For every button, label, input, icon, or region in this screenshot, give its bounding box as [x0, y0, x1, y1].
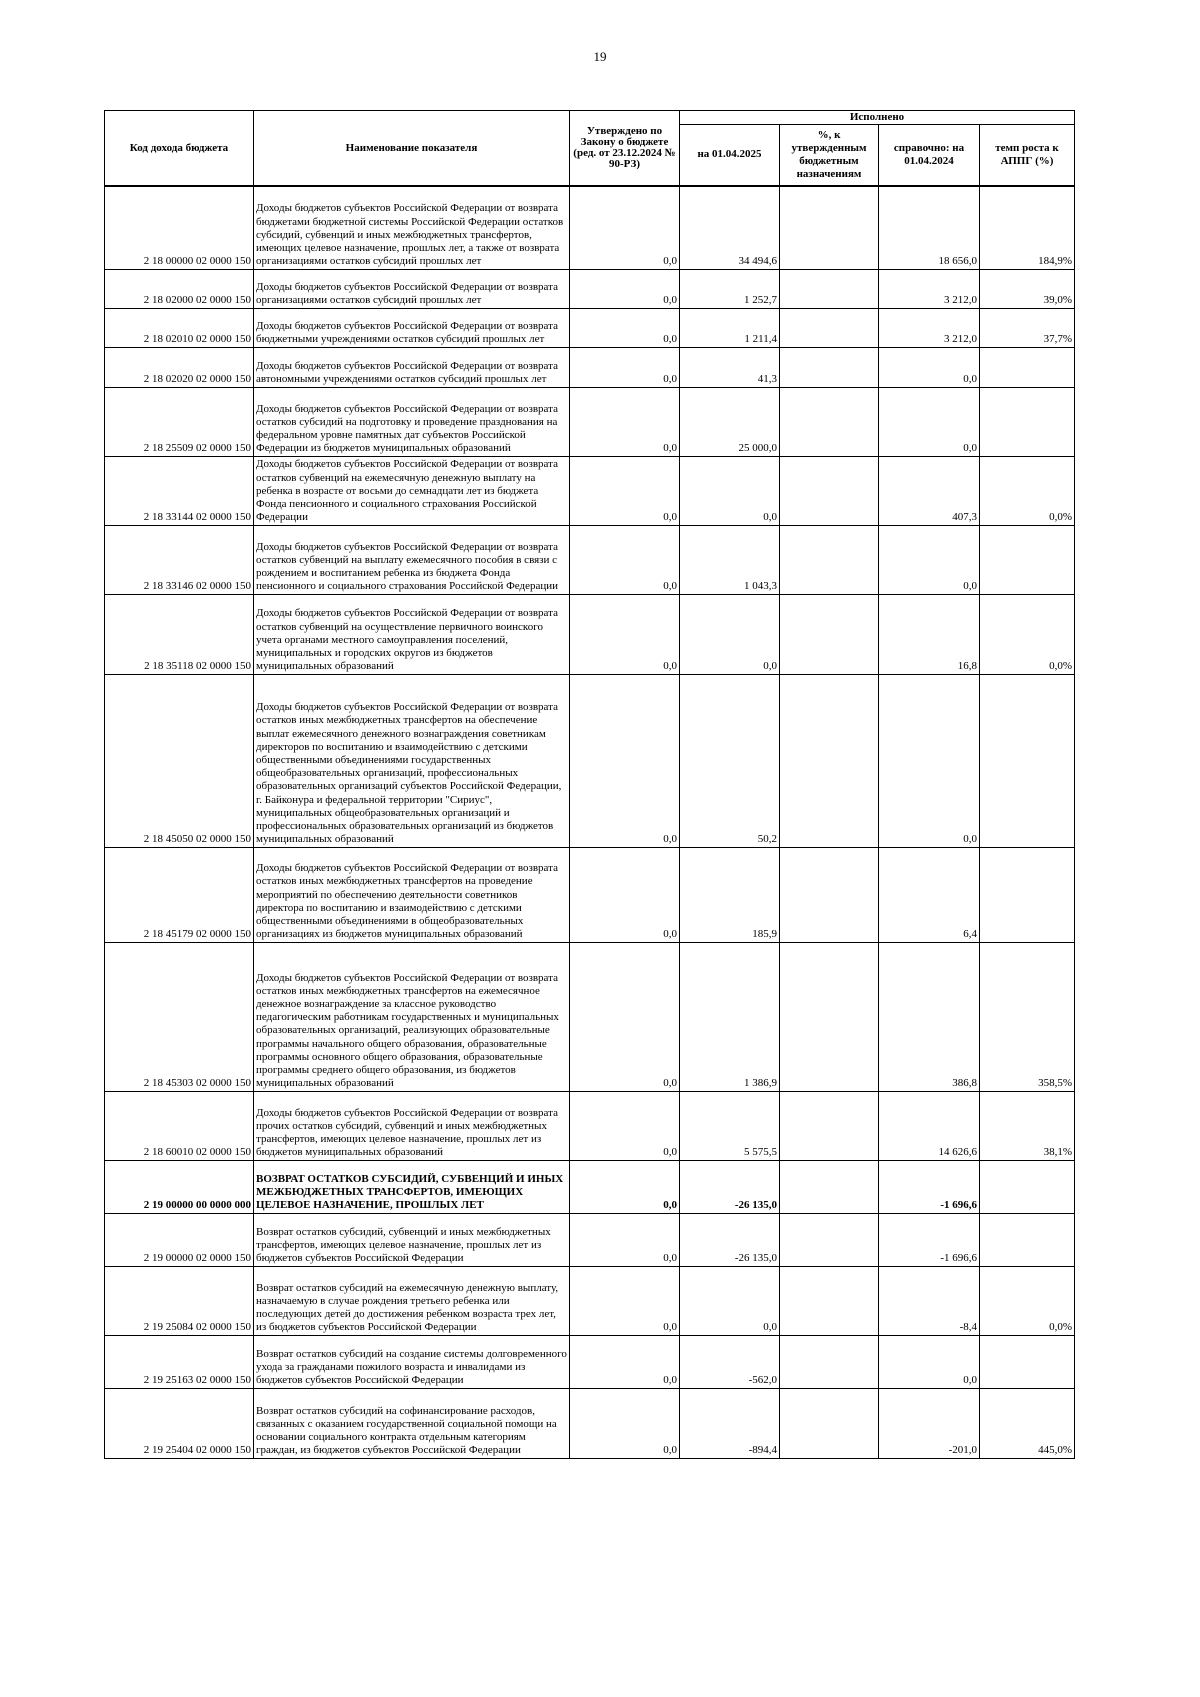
row-code: 2 19 25404 02 0000 150: [105, 1388, 254, 1458]
row-on-date: -26 135,0: [680, 1160, 780, 1213]
table-row: [105, 308, 1075, 347]
header-on-date: на 01.04.2025: [680, 125, 780, 187]
table-row: [105, 1388, 1075, 1458]
row-reference: 0,0: [879, 387, 980, 456]
table-row: [105, 1266, 1075, 1335]
table-row: [105, 1160, 1075, 1213]
row-growth: 39,0%: [980, 269, 1075, 308]
row-approved: 0,0: [570, 1213, 680, 1266]
row-code: 2 18 00000 02 0000 150: [105, 186, 254, 269]
row-approved: 0,0: [570, 1266, 680, 1335]
row-growth: [980, 674, 1075, 847]
header-growth: темп роста к АППГ (%): [980, 125, 1075, 187]
row-reference: -201,0: [879, 1388, 980, 1458]
row-name: Возврат остатков субсидий на ежемесячную денежную выплату, назначаемую в случае рождения третьего ребенка или последующих детей до достижения ребенком возраста трех лет, из бюджетов субъектов Российской Федерации: [254, 1266, 570, 1335]
row-reference: 386,8: [879, 942, 980, 1091]
row-name: Доходы бюджетов субъектов Российской Федерации от возврата остатков иных межбюджетных трансфертов на проведение мероприятий по обеспечению деятельности советников директора по воспитанию и взаимодействию с детскими общественными объединениями в общеобразовательных организациях из бюджетов муниципальных образований: [254, 847, 570, 942]
row-code: 2 19 00000 00 0000 000: [105, 1160, 254, 1213]
row-approved: 0,0: [570, 387, 680, 456]
row-on-date: 0,0: [680, 594, 780, 674]
row-code: 2 19 00000 02 0000 150: [105, 1213, 254, 1266]
row-on-date: 1 211,4: [680, 308, 780, 347]
row-reference: -1 696,6: [879, 1213, 980, 1266]
row-code: 2 18 33144 02 0000 150: [105, 456, 254, 525]
row-reference: 0,0: [879, 674, 980, 847]
row-name: Возврат остатков субсидий, субвенций и иных межбюджетных трансфертов, имеющих целевое назначение, прошлых лет из бюджетов субъектов Российской Федерации: [254, 1213, 570, 1266]
row-on-date: 41,3: [680, 347, 780, 387]
row-code: 2 18 60010 02 0000 150: [105, 1091, 254, 1160]
row-reference: 16,8: [879, 594, 980, 674]
row-percent: [780, 1335, 879, 1388]
row-on-date: 0,0: [680, 456, 780, 525]
row-percent: [780, 1160, 879, 1213]
row-reference: 14 626,6: [879, 1091, 980, 1160]
row-reference: 3 212,0: [879, 308, 980, 347]
row-percent: [780, 1213, 879, 1266]
row-name: Доходы бюджетов субъектов Российской Федерации от возврата остатков субсидий на подготовку и проведение празднования на федеральном уровне памятных дат субъектов Российской Федерации из бюджетов муниципальных образований: [254, 387, 570, 456]
row-growth: 445,0%: [980, 1388, 1075, 1458]
row-code: 2 18 25509 02 0000 150: [105, 387, 254, 456]
row-growth: [980, 847, 1075, 942]
row-growth: 358,5%: [980, 942, 1075, 1091]
row-code: 2 18 45179 02 0000 150: [105, 847, 254, 942]
row-approved: 0,0: [570, 942, 680, 1091]
row-name: Доходы бюджетов субъектов Российской Федерации от возврата организациями остатков субсидий прошлых лет: [254, 269, 570, 308]
table-row: [105, 186, 1075, 269]
row-on-date: 5 575,5: [680, 1091, 780, 1160]
table-header: [105, 111, 1075, 187]
row-approved: 0,0: [570, 1335, 680, 1388]
row-percent: [780, 269, 879, 308]
row-reference: 18 656,0: [879, 186, 980, 269]
header-code: Код дохода бюджета: [105, 111, 254, 187]
row-growth: [980, 1335, 1075, 1388]
row-code: 2 18 02000 02 0000 150: [105, 269, 254, 308]
row-code: 2 19 25084 02 0000 150: [105, 1266, 254, 1335]
page-number: 19: [593, 49, 607, 64]
row-on-date: 185,9: [680, 847, 780, 942]
row-name: Доходы бюджетов субъектов Российской Федерации от возврата бюджетами бюджетной системы Российской Федерации остатков субсидий, субвенций и иных межбюджетных трансфертов, имеющих целевое назначение, прошлых лет, а также от возврата организациями остатков субсидий прошлых лет: [254, 186, 570, 269]
row-growth: [980, 387, 1075, 456]
row-percent: [780, 942, 879, 1091]
row-percent: [780, 1091, 879, 1160]
row-on-date: -894,4: [680, 1388, 780, 1458]
row-name: Доходы бюджетов субъектов Российской Федерации от возврата остатков субвенций на осуществление первичного воинского учета органами местного самоуправления поселений, муниципальных и городских округов из бюджетов муниципальных образований: [254, 594, 570, 674]
row-approved: 0,0: [570, 308, 680, 347]
row-growth: [980, 1160, 1075, 1213]
row-name: Доходы бюджетов субъектов Российской Федерации от возврата остатков субвенций на выплату ежемесячного пособия в связи с рождением и воспитанием ребенка из бюджета Фонда пенсионного и социального страхования Российской Федерации: [254, 525, 570, 594]
row-approved: 0,0: [570, 269, 680, 308]
row-reference: 3 212,0: [879, 269, 980, 308]
table-row: [105, 1213, 1075, 1266]
row-approved: 0,0: [570, 1388, 680, 1458]
header-approved: Утверждено по Закону о бюджете (ред. от 23.12.2024 № 90-РЗ): [570, 111, 680, 187]
row-name: Доходы бюджетов субъектов Российской Федерации от возврата прочих остатков субсидий, субвенций и иных межбюджетных трансфертов, имеющих целевое назначение, прошлых лет из бюджетов муниципальных образований: [254, 1091, 570, 1160]
row-growth: [980, 525, 1075, 594]
row-name: Возврат остатков субсидий на создание системы долговременного ухода за гражданами пожилого возраста и инвалидами из бюджетов субъектов Российской Федерации: [254, 1335, 570, 1388]
row-approved: 0,0: [570, 525, 680, 594]
row-approved: 0,0: [570, 347, 680, 387]
row-approved: 0,0: [570, 847, 680, 942]
row-on-date: 1 252,7: [680, 269, 780, 308]
row-percent: [780, 847, 879, 942]
row-reference: 0,0: [879, 1335, 980, 1388]
row-percent: [780, 308, 879, 347]
row-code: 2 18 33146 02 0000 150: [105, 525, 254, 594]
row-percent: [780, 1388, 879, 1458]
row-reference: 6,4: [879, 847, 980, 942]
row-name: Возврат остатков субсидий на софинансирование расходов, связанных с оказанием государственной социальной помощи на основании социального контракта отдельным категориям граждан, из бюджетов субъектов Российской Федерации: [254, 1388, 570, 1458]
table-body: [105, 186, 1075, 1458]
header-reference: справочно: на 01.04.2024: [879, 125, 980, 187]
row-reference: 0,0: [879, 347, 980, 387]
row-reference: 0,0: [879, 525, 980, 594]
table-row: [105, 847, 1075, 942]
row-growth: [980, 347, 1075, 387]
row-name: Доходы бюджетов субъектов Российской Федерации от возврата остатков иных межбюджетных трансфертов на обеспечение выплат ежемесячного денежного вознаграждения советникам директоров по воспитанию и взаимодействию с детскими общественными объединениями государственных общеобразовательных организаций, профессиональных образовательных организаций субъектов Российской Федерации, г. Байконура и федеральной территории "Сириус", муниципальных общеобразовательных организаций и профессиональных образовательных организаций из бюджетов муниципальных образований: [254, 674, 570, 847]
row-on-date: 0,0: [680, 1266, 780, 1335]
row-code: 2 18 02010 02 0000 150: [105, 308, 254, 347]
table-row: [105, 269, 1075, 308]
table-row: [105, 387, 1075, 456]
row-percent: [780, 1266, 879, 1335]
row-code: 2 18 35118 02 0000 150: [105, 594, 254, 674]
header-percent: %, к утвержденным бюджетным назначениям: [780, 125, 879, 187]
row-reference: -1 696,6: [879, 1160, 980, 1213]
row-growth: [980, 1213, 1075, 1266]
row-approved: 0,0: [570, 594, 680, 674]
row-name: Доходы бюджетов субъектов Российской Федерации от возврата остатков иных межбюджетных трансфертов на ежемесячное денежное вознаграждение за классное руководство педагогическим работникам государственных и муниципальных образовательных организаций, реализующих образовательные программы начального общего образования, образовательные программы основного общего образования, образовательные программы среднего общего образования, из бюджетов муниципальных образований: [254, 942, 570, 1091]
row-percent: [780, 456, 879, 525]
row-growth: 0,0%: [980, 456, 1075, 525]
row-approved: 0,0: [570, 186, 680, 269]
header-executed: Исполнено: [680, 111, 1075, 125]
table-row: [105, 1335, 1075, 1388]
row-growth: 184,9%: [980, 186, 1075, 269]
table-row: [105, 456, 1075, 525]
row-code: 2 18 45303 02 0000 150: [105, 942, 254, 1091]
budget-table: [104, 110, 1075, 1459]
table-row: [105, 525, 1075, 594]
row-approved: 0,0: [570, 1160, 680, 1213]
row-on-date: -562,0: [680, 1335, 780, 1388]
table-row: [105, 347, 1075, 387]
row-code: 2 18 45050 02 0000 150: [105, 674, 254, 847]
table-row: [105, 674, 1075, 847]
table-row: [105, 1091, 1075, 1160]
table-row: [105, 942, 1075, 1091]
row-on-date: 50,2: [680, 674, 780, 847]
row-on-date: 1 386,9: [680, 942, 780, 1091]
row-on-date: 1 043,3: [680, 525, 780, 594]
row-reference: -8,4: [879, 1266, 980, 1335]
row-growth: 0,0%: [980, 594, 1075, 674]
row-growth: 37,7%: [980, 308, 1075, 347]
row-approved: 0,0: [570, 674, 680, 847]
row-code: 2 19 25163 02 0000 150: [105, 1335, 254, 1388]
row-growth: 38,1%: [980, 1091, 1075, 1160]
row-reference: 407,3: [879, 456, 980, 525]
row-on-date: 34 494,6: [680, 186, 780, 269]
row-code: 2 18 02020 02 0000 150: [105, 347, 254, 387]
table-row: [105, 594, 1075, 674]
header-name: Наименование показателя: [254, 111, 570, 187]
row-percent: [780, 387, 879, 456]
row-percent: [780, 525, 879, 594]
row-name: Доходы бюджетов субъектов Российской Федерации от возврата автономными учреждениями остатков субсидий прошлых лет: [254, 347, 570, 387]
row-name: Доходы бюджетов субъектов Российской Федерации от возврата бюджетными учреждениями остатков субсидий прошлых лет: [254, 308, 570, 347]
row-on-date: -26 135,0: [680, 1213, 780, 1266]
row-percent: [780, 594, 879, 674]
row-name: Доходы бюджетов субъектов Российской Федерации от возврата остатков субвенций на ежемесячную денежную выплату на ребенка в возрасте от восьми до семнадцати лет из бюджета Фонда пенсионного и социального страхования Российской Федерации: [254, 456, 570, 525]
row-name: ВОЗВРАТ ОСТАТКОВ СУБСИДИЙ, СУБВЕНЦИЙ И ИНЫХ МЕЖБЮДЖЕТНЫХ ТРАНСФЕРТОВ, ИМЕЮЩИХ ЦЕЛЕВОЕ НАЗНАЧЕНИЕ, ПРОШЛЫХ ЛЕТ: [254, 1160, 570, 1213]
row-percent: [780, 674, 879, 847]
row-approved: 0,0: [570, 456, 680, 525]
row-approved: 0,0: [570, 1091, 680, 1160]
row-percent: [780, 347, 879, 387]
row-on-date: 25 000,0: [680, 387, 780, 456]
row-percent: [780, 186, 879, 269]
row-growth: 0,0%: [980, 1266, 1075, 1335]
